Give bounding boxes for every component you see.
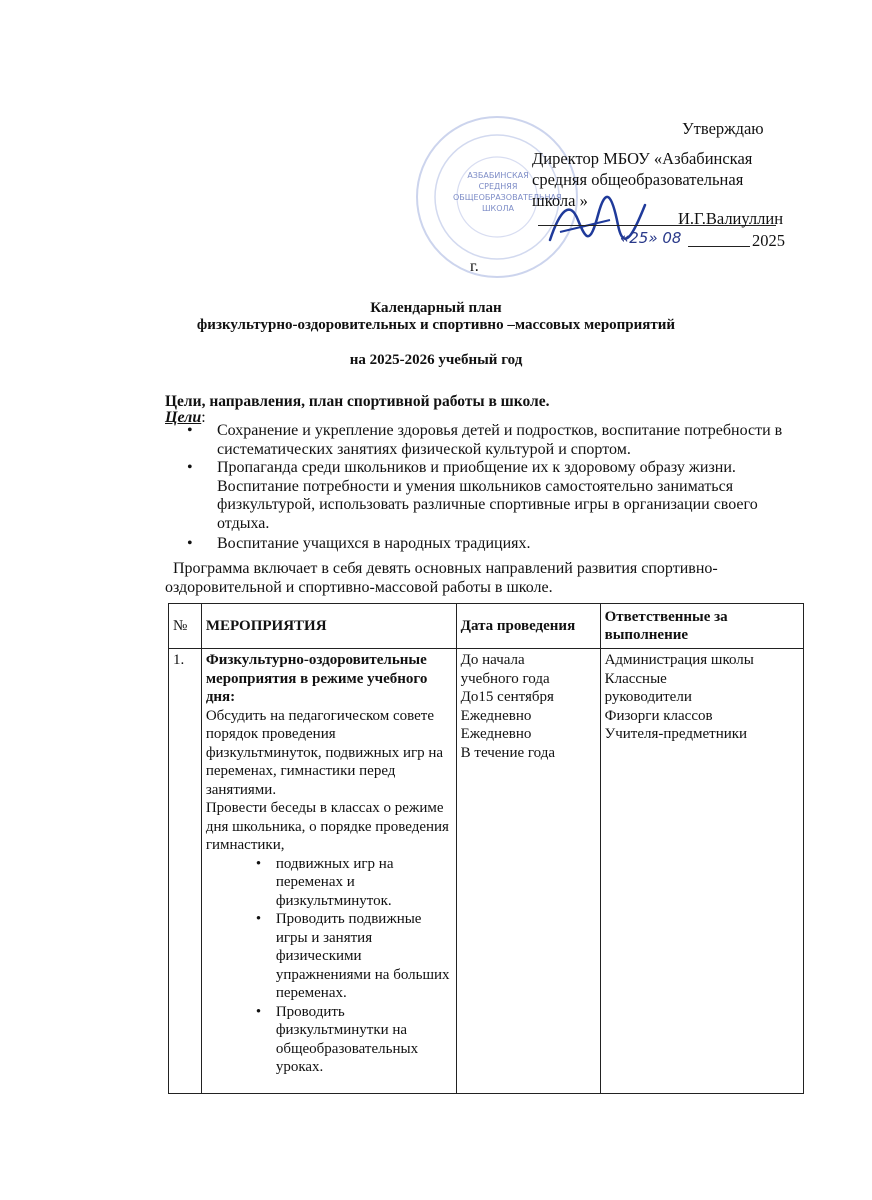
handwritten-date: «25» 08 [620, 229, 682, 247]
approve-label: Утверждаю [682, 119, 764, 138]
list-item: • подвижных игр на переменах и физкультминуток. [255, 855, 394, 909]
list-item: • Пропаганда среди школьников и приобщение их к здоровому образу жизни. [187, 459, 736, 476]
row-events [201, 649, 456, 1094]
approval-year: 2025 [752, 231, 785, 250]
section-heading: Цели, направления, план спортивной работы в школе. [165, 393, 550, 410]
row-num: 1. [169, 649, 202, 1094]
header-events: МЕРОПРИЯТИЯ [201, 604, 456, 649]
document-subtitle: физкультурно-оздоровительных и спортивно –массовых мероприятий [196, 317, 676, 333]
header-num: № [169, 604, 202, 649]
header-date: Дата проведения [456, 604, 600, 649]
list-item: • Воспитание учащихся в народных традициях. [187, 535, 531, 552]
goals-label: Цели: [165, 409, 206, 426]
row-responsible: Администрация школы Классные руководители Физорги классов Учителя-предметники [600, 649, 803, 1094]
stamp-text: АЗБАБИНСКАЯ СРЕДНЯЯ ОБЩЕОБРАЗОВАТЕЛЬНАЯ ШКОЛА [453, 171, 562, 213]
director-name: И.Г.Валиуллин [678, 209, 784, 228]
table-row [169, 649, 804, 1094]
row-dates: До начала учебного года До15 сентября Ежедневно Ежедневно В течение года [456, 649, 600, 1094]
event-text: Провести беседы в классах о режиме дня школьника, о порядке проведения гимнастики, [205, 800, 449, 853]
list-item: • Проводить подвижные игры и занятия физическими упражнениями на больших переменах. [255, 911, 450, 1001]
list-item: • Сохранение и укрепление здоровья детей и подростков, воспитание потребности в систематических занятиях физической культурой и спортом. [187, 422, 783, 458]
director-line-1: Директор МБОУ «Азбабинская [532, 149, 753, 168]
header-responsible: Ответственные за выполнение [600, 604, 803, 649]
events-table [168, 603, 804, 1094]
director-line-2: средняя общеобразовательная [532, 170, 744, 189]
document-title: Календарный план [370, 300, 502, 316]
event-sub-list [206, 855, 452, 1077]
event-title: Физкультурно-оздоровительные мероприятия в режиме учебного дня: [205, 652, 428, 705]
list-item: • Проводить физкультминутки на общеобразовательных уроках. [255, 1003, 419, 1075]
date-line [688, 246, 750, 247]
program-text: Программа включает в себя девять основных направлений развития спортивно-оздоровительной и спортивно-массовой работы в школе. [165, 560, 718, 596]
academic-year: на 2025-2026 учебный год [349, 352, 523, 368]
list-item: Воспитание потребности и умения школьников самостоятельно заниматься физкультурой, использовать различные спортивные игры в организации своего отдыха. [217, 477, 758, 532]
event-text: Обсудить на педагогическом совете порядок проведения физкультминуток, подвижных игр на переменах, гимнастики перед занятиями. [205, 707, 444, 798]
year-abbrev: г. [470, 258, 479, 275]
table-header-row [169, 604, 804, 649]
goals-list [165, 422, 805, 554]
director-line-3: школа » [532, 191, 588, 210]
